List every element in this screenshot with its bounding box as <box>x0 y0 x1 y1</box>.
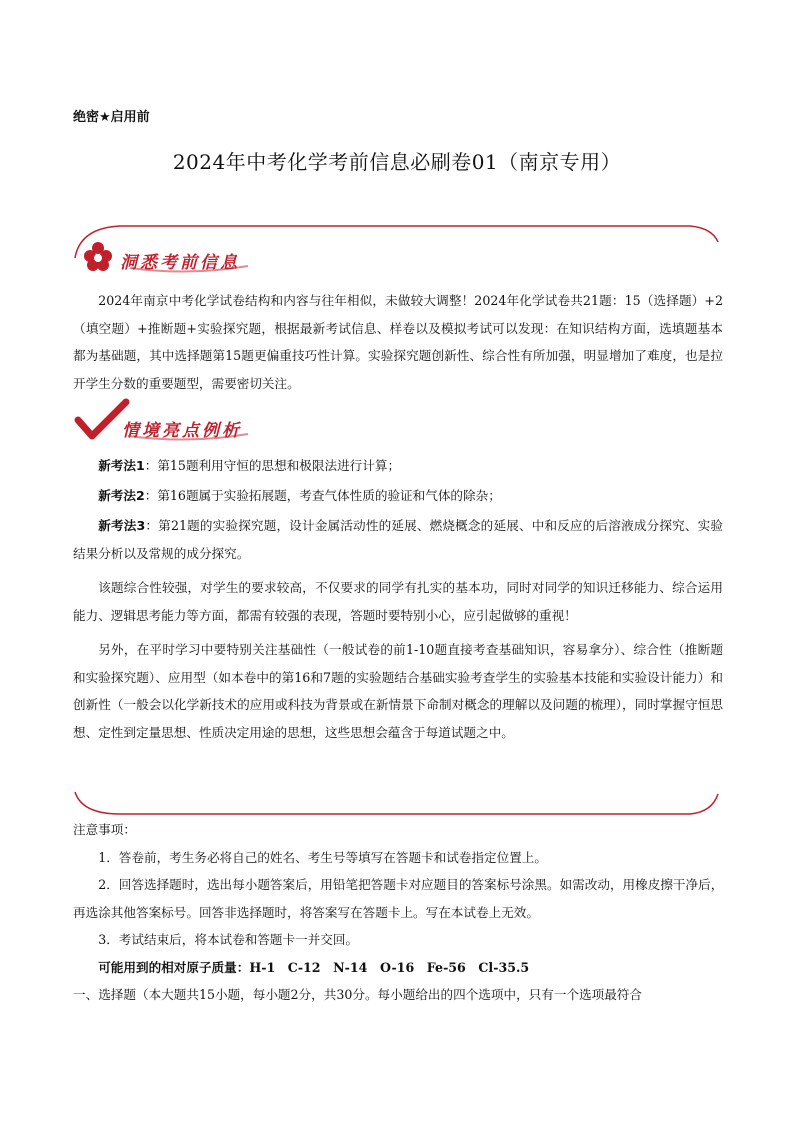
extra-paragraph: 另外，在平时学习中要特别关注基础性（一般试卷的前1-10题直接考查基础知识，容易拿分）、综合性（推断题和实验探究题）、应用型（如本卷中的第16和7题的实验题结合基础实验考查学生的实验基本技能和实验设计能力）和创新性（一般会以化学新技术的应用或科技为背景或在新情景下命制对概念的理解以及问题的梳理），同时掌握守恒思想、定性到定量思想、性质决定用途的思想，这些思想会蕴含于每道试题之中。 <box>73 642 723 740</box>
info-paragraph: 2024年南京中考化学试卷结构和内容与往年相似，未做较大调整！2024年化学试卷共21题：15（选择题）+2（填空题）+推断题+实验探究题，根据最新考试信息、样卷以及模拟考试可以发现：在知识结构方面，选填题基本都为基础题，其中选择题第15题更偏重技巧性计算。实验探究题创新性、综合性有所加强，明显增加了难度，也是拉开学生分数的重要题型，需要密切关注。 <box>73 293 723 391</box>
atomic-masses: 可能用到的相对原子质量：H-1 C-12 N-14 O-16 Fe-56 Cl-35.5 <box>98 959 530 975</box>
page-title: 2024年中考化学考前信息必刷卷01（南京专用） <box>172 150 622 174</box>
highlight-text: ：第15题利用守恒的思想和极限法进行计算； <box>144 458 401 473</box>
section-heading-info: 洞悉考前信息 <box>120 253 240 273</box>
highlight-item-2 <box>73 482 723 510</box>
note-item: 2．回答选择题时，选出每小题答案后，用铅笔把答题卡对应题目的答案标号涂黑。如需改动，用橡皮擦干净后，再选涂其他答案标号。回答非选择题时，将答案写在答题卡上。写在本试卷上无效。 <box>73 877 724 920</box>
analysis-paragraph: 该题综合性较强，对学生的要求较高，不仅要求的同学有扎实的基本功，同时对同学的知识迁移能力、综合运用能力、逻辑思考能力等方面，都需有较强的表现，答题时要特别小心，应引起做够的重视！ <box>73 580 723 623</box>
section-heading-highlights: 情境亮点例析 <box>122 421 242 441</box>
highlight-text: ：第16题属于实验拓展题，考查气体性质的验证和气体的除杂； <box>144 488 501 503</box>
part1-heading: 一、选择题（本大题共15小题，每小题2分，共30分。每小题给出的四个选项中，只有一个选项最符合 <box>73 987 643 1002</box>
note-item: 3．考试结束后，将本试卷和答题卡一并交回。 <box>98 932 359 947</box>
highlight-item-3 <box>73 512 723 567</box>
highlight-label: 新考法3 <box>98 518 146 533</box>
highlight-text: ：第21题的实验探究题，设计金属活动性的延展、燃烧概念的延展、中和反应的后溶液成分探究、实验结果分析以及常规的成分探究。 <box>73 518 724 561</box>
note-item: 1．答卷前，考生务必将自己的姓名、考生号等填写在答题卡和试卷指定位置上。 <box>98 849 547 865</box>
highlight-label: 新考法1 <box>98 458 145 473</box>
secret-label: 绝密★启用前 <box>73 110 150 125</box>
notes-heading: 注意事项： <box>73 822 136 837</box>
highlight-item-1 <box>73 452 723 480</box>
highlight-label: 新考法2 <box>98 488 145 503</box>
notes-section <box>73 816 728 1009</box>
